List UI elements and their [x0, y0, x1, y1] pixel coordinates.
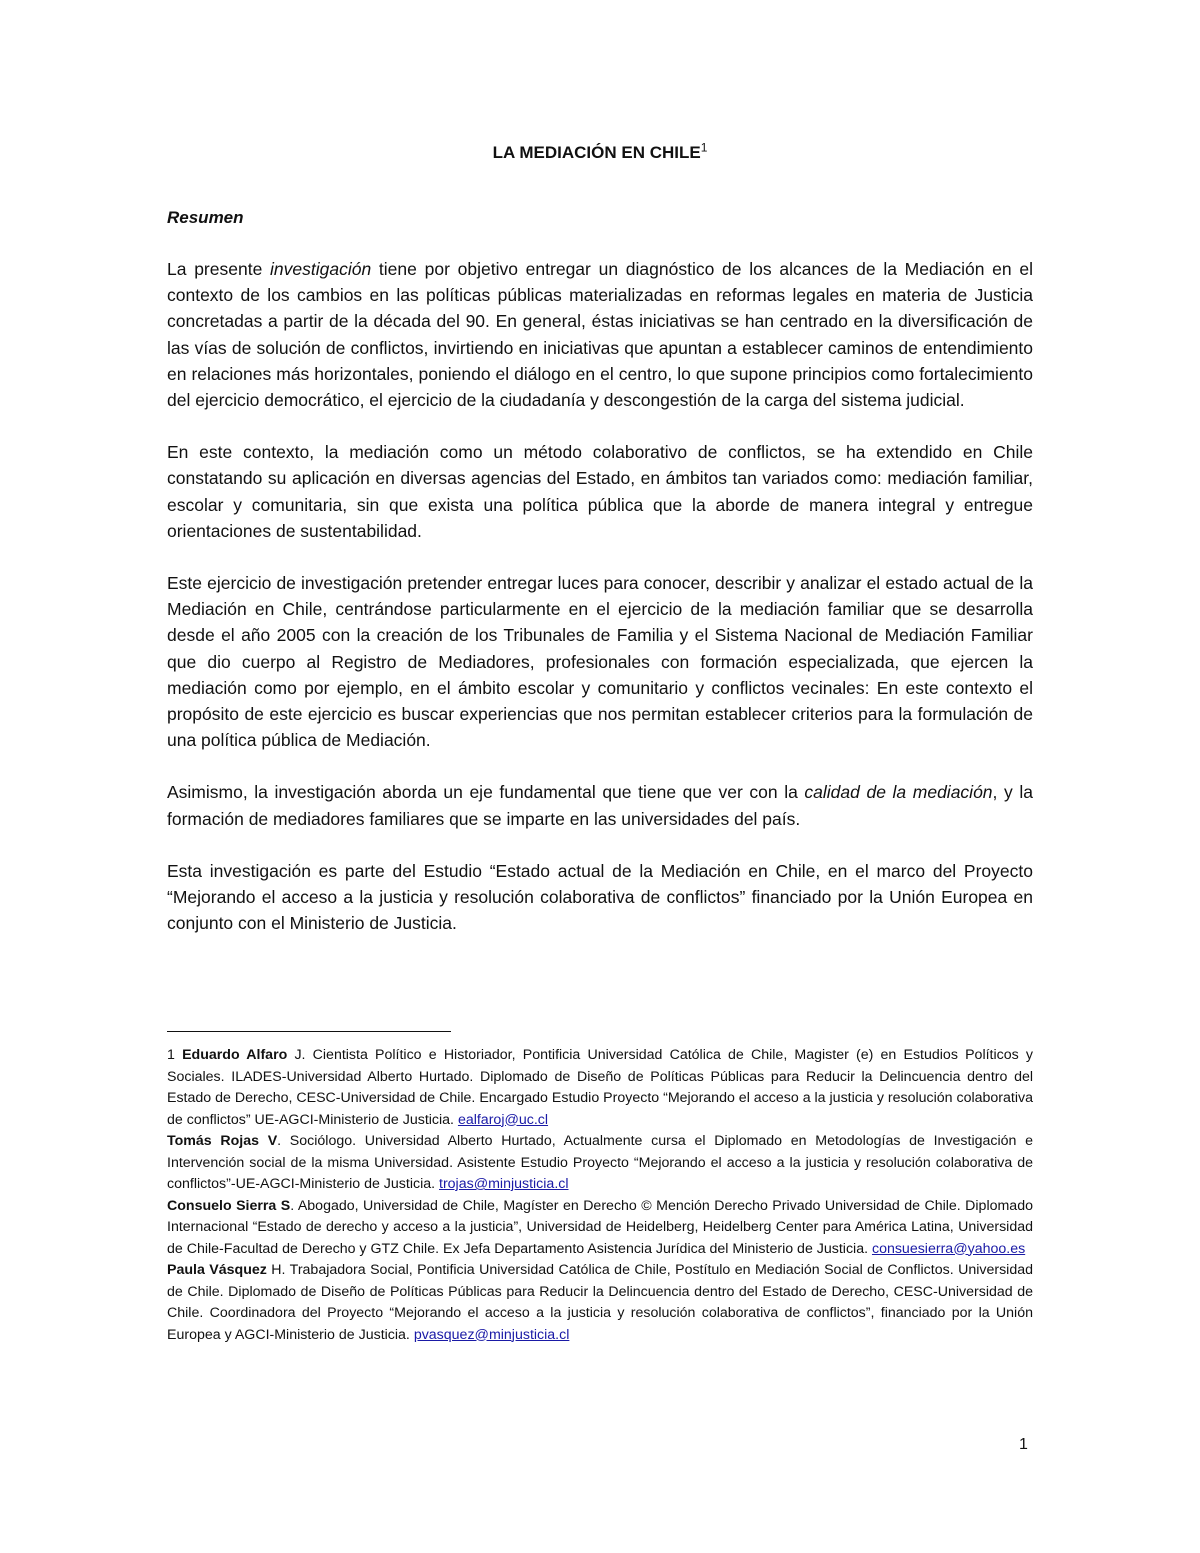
- author-email-link[interactable]: ealfaroj@uc.cl: [457, 1111, 549, 1128]
- page-number: 1: [1019, 1436, 1028, 1453]
- page-title: [0, 140, 1200, 163]
- footnote-author-3: [167, 1196, 1033, 1261]
- paragraph-3: Este ejercicio de investigación pretender entregar luces para conocer, describir y analizar el estado actual de la Mediación en Chile, centrándose particularmente en el ejercicio de la mediación familiar que se desarrolla desde el año 2005 con la creación de los Tribunales de Familia y el Sistema Nacional de Mediación Familiar que dio cuerpo al Registro de Mediadores, profesionales con formación especializada, que ejercen la mediación como por ejemplo, en el ámbito escolar y comunitario y conflictos vecinales: En este contexto el propósito de este ejercicio es buscar experiencias que nos permitan establecer criterios para la formulación de una política pública de Mediación.: [167, 573, 1033, 751]
- author-name: Eduardo Alfaro: [182, 1047, 288, 1063]
- footnote-author-1: [167, 1045, 1033, 1131]
- author-bio: H. Trabajadora Social, Pontificia Universidad Católica de Chile, Postítulo en Mediación Social de Conflictos. Universidad de Chile. Diplomado de Diseño de Políticas Públicas para Reducir la Delincuencia dentro del Estado de Derecho, CESC-Universidad de Chile. Coordinadora del Proyecto “Mejorando el acceso a la justicia y resolución colaborativa de conflictos”, financiado por la Unión Europea y AGCI-Ministerio de Justicia.: [167, 1262, 1033, 1343]
- title-text: LA MEDIACIÓN EN CHILE: [492, 143, 701, 162]
- author-bio: J. Cientista Político e Historiador, Pontificia Universidad Católica de Chile, Magister (e) en Estudios Políticos y Sociales. ILADES-Universidad Alberto Hurtado. Diplomado de Diseño de Políticas Públicas para Reducir la Delincuencia dentro del Estado de Derecho, CESC-Universidad de Chile. Encargado Estudio Proyecto “Mejorando el acceso a la justicia y resolución colaborativa de conflictos” UE-AGCI-Ministerio de Justicia.: [167, 1047, 1033, 1128]
- footnotes: [167, 1045, 1033, 1346]
- paragraph-1-start: La presente: [167, 259, 271, 279]
- paragraph-1-rest: tiene por objetivo entregar un diagnóstico de los alcances de la Mediación en el contexto de los cambios en las políticas públicas materializadas en reformas legales en materia de Justicia concretadas a partir de la década del 90. En general, éstas iniciativas se han centrado en la diversificación de las vías de solución de conflictos, invirtiendo en iniciativas que apuntan a establecer caminos de entendimiento en relaciones más horizontales, poniendo el diálogo en el centro, lo que supone principios como fortalecimiento del ejercicio democrático, el ejercicio de la ciudadanía y descongestión de la carga del sistema judicial.: [167, 259, 1033, 411]
- author-name: Paula Vásquez: [167, 1262, 267, 1278]
- paragraph-2: En este contexto, la mediación como un método colaborativo de conflictos, se ha extendido en Chile constatando su aplicación en diversas agencias del Estado, en ámbitos tan variados como: mediación familiar, escolar y comunitaria, sin que exista una política pública que la aborde de manera integral y entregue orientaciones de sustentabilidad.: [167, 442, 1033, 541]
- footnote-author-4: [167, 1260, 1033, 1346]
- author-name: Tomás Rojas V: [167, 1133, 278, 1149]
- author-email-link[interactable]: consuesierra@yahoo.es: [871, 1240, 1026, 1257]
- title-footnote-ref[interactable]: 1: [700, 140, 708, 155]
- paragraph-1: [167, 256, 1033, 413]
- footnote-author-2: [167, 1131, 1033, 1196]
- section-heading: Resumen: [167, 208, 244, 227]
- paragraph-4-start: Asimismo, la investigación aborda un eje fundamental que tiene que ver con la: [167, 782, 805, 803]
- author-bio: . Abogado, Universidad de Chile, Magíster en Derecho © Mención Derecho Privado Universidad de Chile. Diplomado Internacional “Estado de derecho y acceso a la justicia”, Universidad de Heidelberg, Heidelberg Center para América Latina, Universidad de Chile-Facultad de Derecho y GTZ Chile. Ex Jefa Departamento Asistencia Jurídica del Ministerio de Justicia.: [167, 1197, 1033, 1257]
- paragraph-4-emphasis: calidad de la mediación: [804, 782, 993, 803]
- footnote-separator: [167, 1031, 451, 1032]
- paragraph-1-emphasis: investigación: [270, 259, 372, 279]
- author-name: Consuelo Sierra S: [167, 1197, 291, 1214]
- abstract-body: [167, 256, 1033, 962]
- footnote-number: 1: [167, 1047, 183, 1063]
- paragraph-4: [167, 779, 1033, 831]
- author-bio: . Sociólogo. Universidad Alberto Hurtado, Actualmente cursa el Diplomado en Metodologías de Investigación e Intervención social de la misma Universidad. Asistente Estudio Proyecto “Mejorando el acceso a la justicia y resolución colaborativa de conflictos”-UE-AGCI-Ministerio de Justicia.: [167, 1133, 1034, 1192]
- author-email-link[interactable]: pvasquez@minjusticia.cl: [413, 1326, 570, 1343]
- paragraph-4-rest: , y la formación de mediadores familiares que se imparte en las universidades del país.: [167, 782, 1033, 829]
- author-email-link[interactable]: trojas@minjusticia.cl: [439, 1176, 569, 1192]
- paragraph-5: Esta investigación es parte del Estudio “Estado actual de la Mediación en Chile, en el marco del Proyecto “Mejorando el acceso a la justicia y resolución colaborativa de conflictos” financiado por la Unión Europea en conjunto con el Ministerio de Justicia.: [167, 860, 1033, 934]
